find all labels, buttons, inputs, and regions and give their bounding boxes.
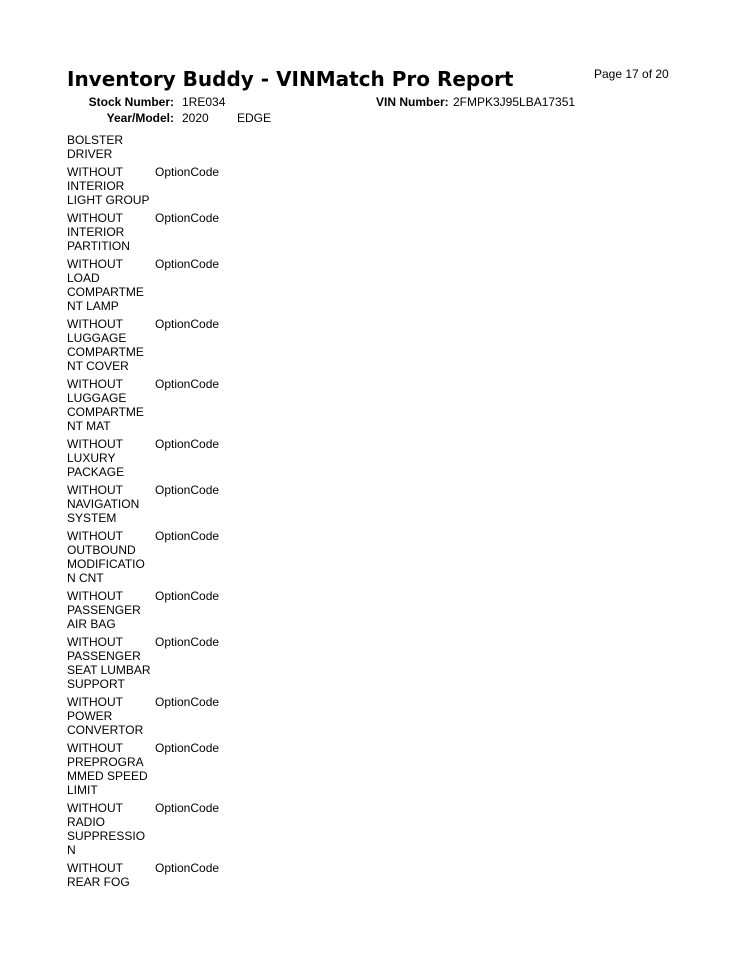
option-row — [67, 257, 267, 313]
option-type: OptionCode — [155, 377, 220, 391]
option-type: OptionCode — [155, 211, 220, 225]
option-type: OptionCode — [155, 801, 220, 815]
option-type: OptionCode — [155, 589, 220, 603]
page-number: Page 17 of 20 — [594, 67, 669, 81]
option-row — [67, 133, 267, 161]
option-type: OptionCode — [155, 741, 220, 755]
option-type: OptionCode — [155, 317, 220, 331]
option-name: WITHOUT PASSENGER SEAT LUMBAR SUPPORT — [67, 635, 151, 691]
option-row — [67, 165, 267, 207]
year-value: 2020 — [182, 111, 209, 125]
option-type: OptionCode — [155, 635, 220, 649]
option-name: WITHOUT INTERIOR PARTITION — [67, 211, 130, 253]
year-model-label: Year/Model: — [106, 111, 174, 125]
option-row — [67, 529, 267, 585]
option-name: WITHOUT POWER CONVERTOR — [67, 695, 144, 737]
report-title: Inventory Buddy - VINMatch Pro Report — [67, 67, 514, 91]
option-row — [67, 635, 267, 691]
option-type: OptionCode — [155, 483, 220, 497]
option-row — [67, 695, 267, 737]
option-type: OptionCode — [155, 695, 220, 709]
option-name: WITHOUT LOAD COMPARTME NT LAMP — [67, 257, 144, 313]
vin-number-label: VIN Number: — [376, 95, 449, 109]
options-list — [67, 133, 267, 893]
option-row — [67, 801, 267, 857]
option-row — [67, 861, 267, 889]
option-name: WITHOUT NAVIGATION SYSTEM — [67, 483, 140, 525]
option-type: OptionCode — [155, 165, 220, 179]
option-name: WITHOUT PASSENGER AIR BAG — [67, 589, 141, 631]
option-type: OptionCode — [155, 529, 220, 543]
option-name: WITHOUT PREPROGRA MMED SPEED LIMIT — [67, 741, 148, 797]
option-type: OptionCode — [155, 861, 220, 875]
option-name: WITHOUT LUXURY PACKAGE — [67, 437, 125, 479]
option-name: WITHOUT REAR FOG — [67, 861, 130, 889]
stock-number-value: 1RE034 — [182, 95, 226, 109]
option-row — [67, 317, 267, 373]
vin-number-value: 2FMPK3J95LBA17351 — [453, 95, 576, 109]
option-name: WITHOUT RADIO SUPPRESSIO N — [67, 801, 146, 857]
option-row — [67, 741, 267, 797]
model-value: EDGE — [237, 111, 272, 125]
option-name: WITHOUT INTERIOR LIGHT GROUP — [67, 165, 150, 207]
option-row — [67, 437, 267, 479]
stock-number-label: Stock Number: — [88, 95, 174, 109]
option-row — [67, 589, 267, 631]
option-type: OptionCode — [155, 437, 220, 451]
option-row — [67, 377, 267, 433]
option-row — [67, 211, 267, 253]
option-row — [67, 483, 267, 525]
option-name: WITHOUT LUGGAGE COMPARTME NT COVER — [67, 317, 144, 373]
option-name: WITHOUT OUTBOUND MODIFICATIO N CNT — [67, 529, 145, 585]
option-name: WITHOUT LUGGAGE COMPARTME NT MAT — [67, 377, 144, 433]
option-type: OptionCode — [155, 257, 220, 271]
option-name: BOLSTER DRIVER — [67, 133, 124, 161]
